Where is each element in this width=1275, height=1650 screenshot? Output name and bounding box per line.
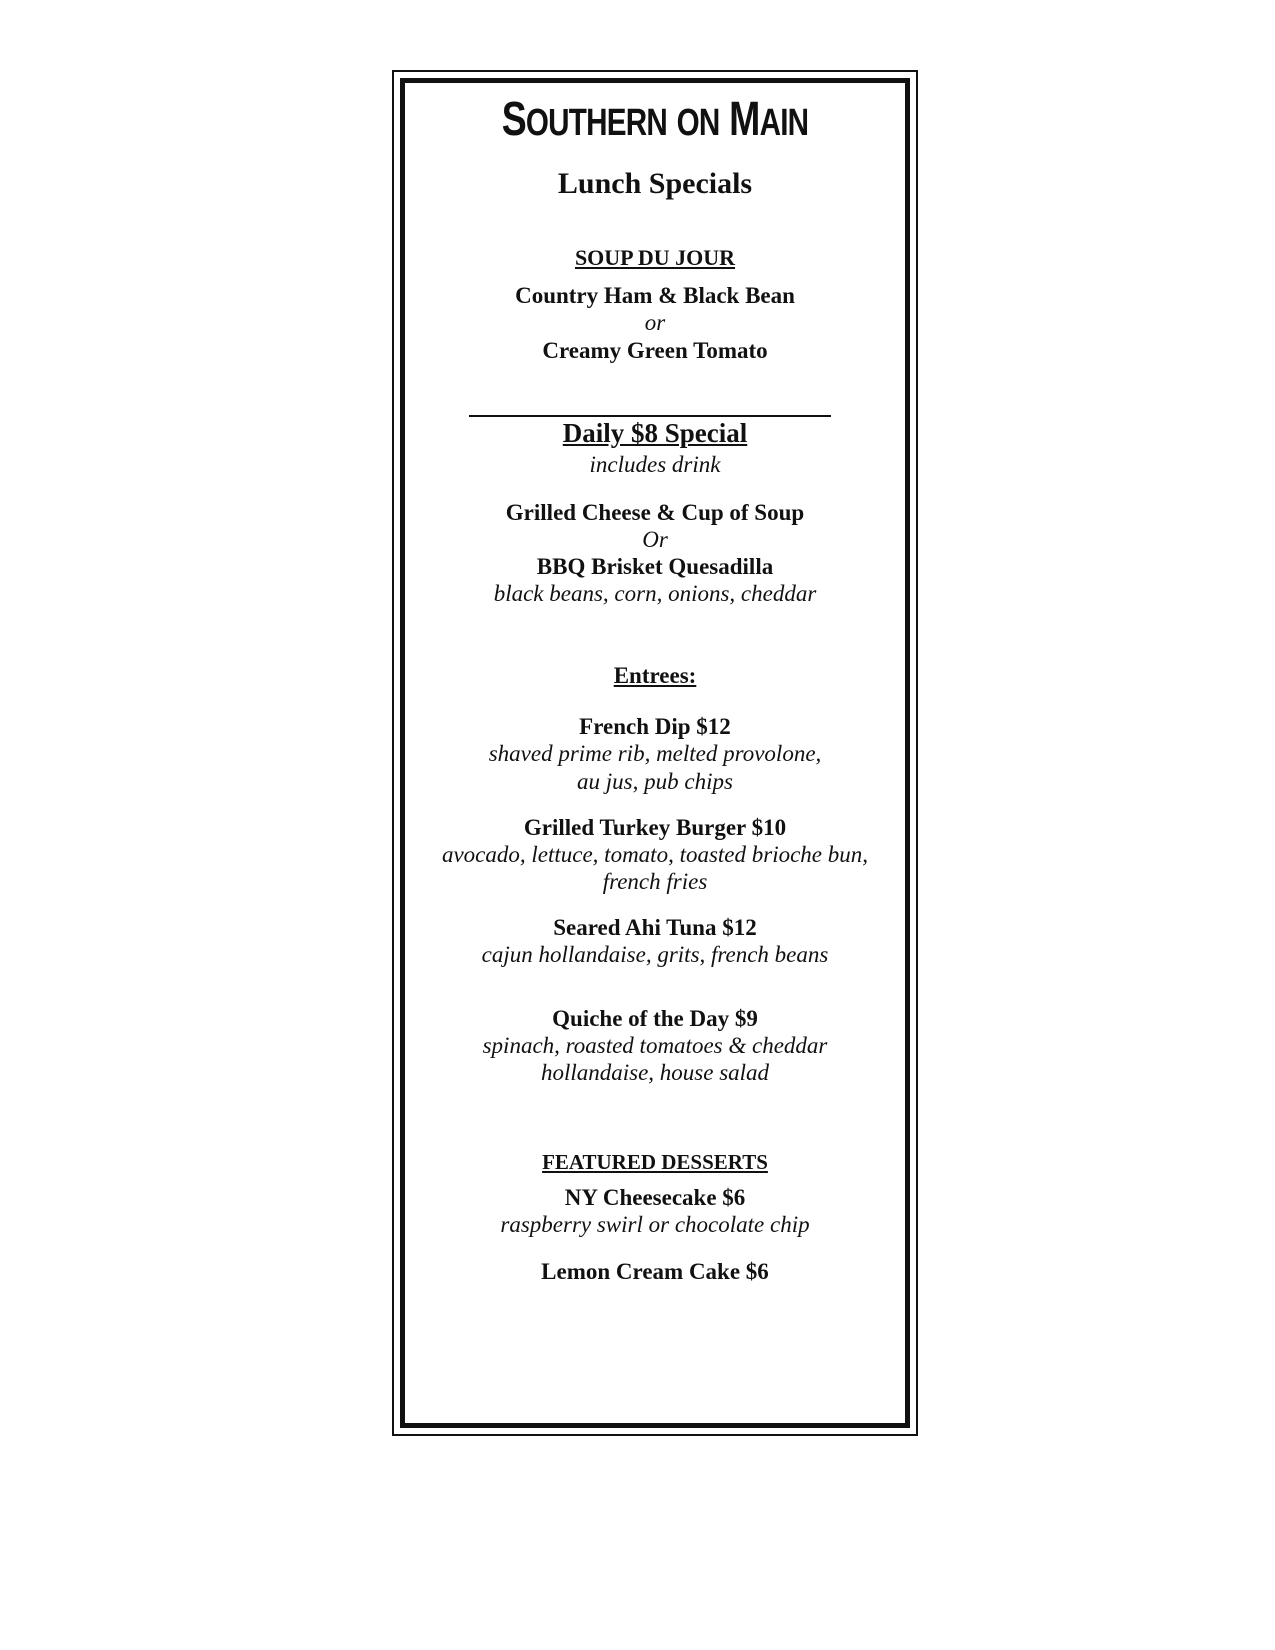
dessert-desc: raspberry swirl or chocolate chip <box>500 1212 810 1237</box>
daily-special-note: includes drink <box>589 452 721 477</box>
soup-separator: or <box>644 310 666 335</box>
entree-desc: spinach, roasted tomatoes & cheddar <box>482 1033 828 1058</box>
entree-name: French Dip $12 <box>579 714 731 739</box>
entree-name: Quiche of the Day $9 <box>552 1006 758 1031</box>
entrees-heading: Entrees: <box>613 663 697 688</box>
desserts-heading: FEATURED DESSERTS <box>542 1150 768 1174</box>
soup-option-1: Country Ham & Black Bean <box>515 283 795 308</box>
entree-desc: cajun hollandaise, grits, french beans <box>481 942 829 967</box>
soup-heading: SOUP DU JOUR <box>574 245 736 270</box>
entree-name: Seared Ahi Tuna $12 <box>553 915 757 940</box>
entree-desc: shaved prime rib, melted provolone, <box>488 741 822 766</box>
brand-word-1-rest: OUTHERN <box>525 102 668 144</box>
daily-special-separator: Or <box>642 527 668 552</box>
dessert-name: NY Cheesecake $6 <box>564 1185 746 1210</box>
daily-special-option-2: BBQ Brisket Quesadilla <box>536 554 774 579</box>
menu-outer-frame <box>392 70 918 1436</box>
brand-word-3-initial: M <box>729 93 760 146</box>
brand-word-2: ON <box>676 102 720 144</box>
daily-special-heading: Daily $8 Special <box>562 418 748 448</box>
entree-desc: hollandaise, house salad <box>540 1060 770 1085</box>
entree-desc: french fries <box>602 869 708 894</box>
brand-word-1-initial: S <box>501 93 526 146</box>
soup-option-2: Creamy Green Tomato <box>542 338 768 363</box>
brand-word-3-rest: AIN <box>759 102 809 144</box>
dessert-name: Lemon Cream Cake $6 <box>541 1259 769 1284</box>
menu-subtitle: Lunch Specials <box>557 167 753 200</box>
entree-desc: au jus, pub chips <box>577 769 733 794</box>
entree-name: Grilled Turkey Burger $10 <box>523 815 787 840</box>
daily-special-option-1: Grilled Cheese & Cup of Soup <box>505 500 805 525</box>
entree-desc: avocado, lettuce, tomato, toasted brioche bun, <box>441 842 869 867</box>
section-divider <box>469 415 831 417</box>
daily-special-option-2-desc: black beans, corn, onions, cheddar <box>493 581 817 606</box>
restaurant-name <box>451 92 858 147</box>
